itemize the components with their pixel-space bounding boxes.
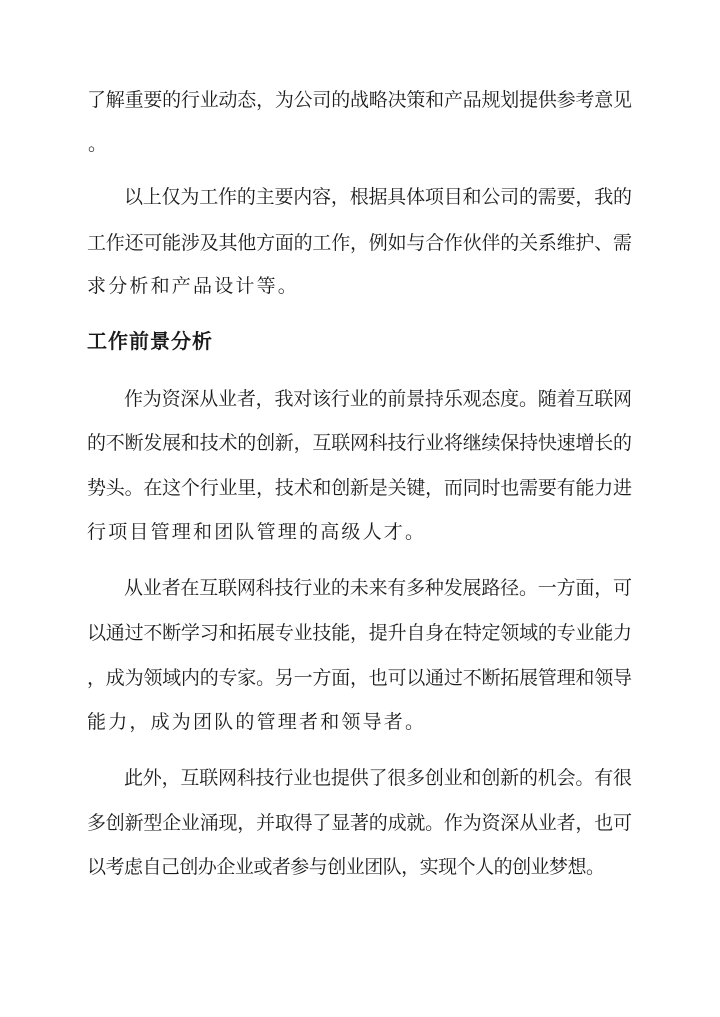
text-line: 行项目管理和团队管理的高级人才。 xyxy=(87,521,427,543)
text-line: 。 xyxy=(88,133,110,155)
section-heading: 工作前景分析 xyxy=(87,329,213,353)
text-line: 能力，成为团队的管理者和领导者。 xyxy=(87,711,427,733)
document-page: 了 解 重 要 的 行 业 动 态 ， 为 公 司 的 战 略 决 策 和 产 品 规 划 提 供 参 考 意 见 。 以 上 仅 为 工 作 的 主 要 内 容 ， 根 据 具 体 项 目 和 公 司 的 需 要 ， 我 的 工 作 还 可 能 涉 及 其 他 方 面 的 工 作 ， 例 如 与 合 作 伙 伴 的 关 系 维 护 、 需 求分析和产品设计等。 工作前景分析 作 为 资 深 从 业 者 ， 我 对 该 行 业 的 前 景 持 乐 观 态 度 。 随 着 互 联 网 的 不 断 发 展 和 技 术 的 创 新 ， 互 联 网 科 技 行 业 将 继 续 保 持 快 速 增 长 的 势 头 。 在 这 个 行 业 里 ， 技 术 和 创 新 是 关 键 ， 而 同 时 也 需 要 有 能 力 进 行项目管理和团队管理的高级人才。 从 业 者 在 互 联 网 科 技 行 业 的 未 来 有 多 种 发 展 路 径 。 一 方 面 ， 可 以 通 过 不 断 学 习 和 拓 展 专 业 技 能 ， 提 升 自 身 在 特 定 领 域 的 专 业 能 力 ， 成 为 领 域 内 的 专 家 。 另 一 方 面 ， 也 可 以 通 过 不 断 拓 展 管 理 和 领 导 能力，成为团队的管理者和领导者。 此 外 ， 互 联 网 科 技 行 业 也 提 供 了 很 多 创 业 和 创 新 的 机 会 。 有 很 多 创 新 型 企 业 涌 现 ， 并 取 得 了 显 著 的 成 就 。 作 为 资 深 从 业 者 ， 也 可 以 考 虑 自 己 创 办 企 业 或 者 参 与 创 业 团 队 ， 实 现 个 人 的 创 业 梦 想 。 xyxy=(0,0,720,1017)
text-line: 求分析和产品设计等。 xyxy=(87,275,300,297)
